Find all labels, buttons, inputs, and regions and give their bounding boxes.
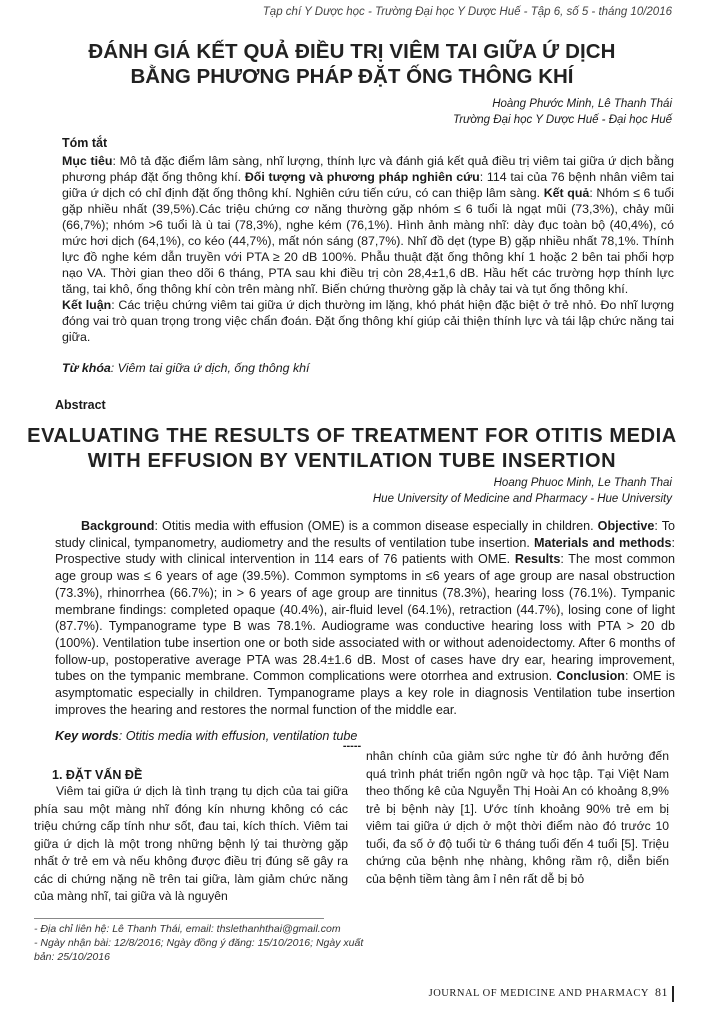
vietnamese-title-line-2: BẰNG PHƯƠNG PHÁP ĐẶT ỐNG THÔNG KHÍ	[130, 65, 574, 88]
section-1-heading: 1. ĐẶT VẤN ĐỀ	[52, 768, 143, 782]
vietnamese-authors: Hoàng Phước Minh, Lê Thanh Thái	[492, 98, 672, 110]
vietnamese-affiliation: Trường Đại học Y Dược Huế - Đại học Huế	[453, 114, 672, 126]
vietnamese-keywords	[62, 360, 309, 376]
english-affiliation: Hue University of Medicine and Pharmacy - Hue University	[372, 493, 672, 505]
en-methods-text: : Prospective study with clinical intervention in 114 ears of 76 patients with OME.	[55, 535, 676, 567]
en-conclusion-text: : OME is asymptomatic especially in children. Tympanograme plays a key role in diagnosis Ventilation tube insertion improves the hearing and restores the normal function of the middle ear.	[55, 669, 675, 717]
vietnamese-title-line-1: ĐÁNH GIÁ KẾT QUẢ ĐIỀU TRỊ VIÊM TAI GIỮA Ứ DỊCH	[88, 40, 616, 63]
keywords-label: Từ khóa	[62, 361, 111, 375]
footer-journal: JOURNAL OF MEDICINE AND PHARMACY	[428, 988, 649, 999]
summary-heading: Tóm tắt	[62, 136, 108, 150]
english-authors: Hoang Phuoc Minh, Le Thanh Thai	[493, 477, 672, 489]
en-conclusion-label: Conclusion	[556, 669, 626, 684]
conclusion-text: : Các triệu chứng viêm tai giữa ứ dịch thường im lặng, khó phát hiện đặc biệt ở trẻ nhỏ. Đo nhĩ lượng đóng vai trò quan trọng trong việc chẩn đoán. Đặt ống thông khí giúp cải thiện thính lực và tái lập chức năng tai giữa.	[62, 298, 674, 344]
en-results-label: Results	[514, 552, 561, 567]
english-abstract	[55, 518, 675, 718]
separator: -----	[342, 740, 362, 752]
en-objective-label: Objective	[597, 519, 655, 533]
journal-header: Tạp chí Y Dược học - Trường Đại học Y Dược Huế - Tập 6, số 5 - tháng 10/2016	[262, 6, 672, 18]
en-results-text: : The most common age group was ≤ 6 years of age (39.5%). Common symptoms in ≤6 years of age group are nasal obstruction (73.3%), rhinorrhea (66.7%); in > 6 years of age group are tinnitus (78.3%), hearing loss (76.1%). Tympanic membrane findings: completed opaque (40.4%), air-fluid level (64.1%), retraction (44.7%), losing cone of light (87.7%). Tympanograme type B was 78.1%. Audiograme was conductive hearing loss with PTA > 20 db (100%). Ventilation tube insertion one or both side associated with or without adenoidectomy. After 6 months of follow-up, postoperative average PTA was 28.4±1.6 dB. Most of cases have dry ear, hearing improvement, tubes on the tympanic membrane. Common complications were otorrhea and extrusion.	[55, 552, 675, 684]
footnote-divider	[34, 918, 324, 919]
conclusion-label: Kết luận	[62, 298, 112, 312]
en-keywords-text: : Otitis media with effusion, ventilation tube	[118, 729, 358, 743]
page-footer	[429, 985, 674, 1002]
objective-text: : Mô tả đặc điểm lâm sàng, nhĩ lượng, thính lực và đánh giá kết quả điều trị viêm tai giữa ứ dịch bằng phương pháp đặt ống thông khí.	[62, 154, 674, 184]
footnote	[34, 922, 374, 964]
page-number: 81	[655, 985, 668, 999]
vietnamese-summary	[62, 153, 674, 345]
methods-text: : 114 tai của 76 bệnh nhân viêm tai giữa ứ dịch có chỉ định đặt ống thông khí. Nghiên cứu tiến cứu, có can thiệp lâm sàng.	[62, 170, 674, 200]
en-methods-label: Materials and methods	[533, 535, 672, 550]
background-text: : Otitis media with effusion (OME) is a common disease especially in children.	[154, 519, 598, 533]
abstract-heading: Abstract	[55, 398, 106, 412]
objective-label: Mục tiêu	[62, 154, 113, 168]
results-label: Kết quả	[543, 186, 590, 200]
section-1-left-column: Viêm tai giữa ứ dịch là tình trạng tụ dịch của tai giữa phía sau một màng nhĩ đóng kín nhưng không có các triệu chứng cấp tính như sốt, đau tai, kích thích. Viêm tai giữa ứ dịch là một trong những bệnh lý tai thường gặp nhất ở trẻ em và nếu không được điều trị đúng sẽ gây ra các di chứng nặng nề trên tai giữa, làm giảm chức năng của màng nhĩ, tai giữa và là nguyên	[34, 784, 348, 903]
methods-label: Đối tượng và phương pháp nghiên cứu	[244, 170, 480, 184]
footer-bar	[672, 986, 674, 1002]
en-keywords-label: Key words	[55, 729, 119, 743]
english-title-line-1: EVALUATING THE RESULTS OF TREATMENT FOR OTITIS MEDIA	[27, 425, 677, 447]
section-1-right-column: nhân chính của giảm sức nghe từ đó ảnh hưởng đến quá trình phát triển ngôn ngữ và học tập. Tại Việt Nam theo thống kê của Nguyễn Thị Hoài An có khoảng 8,9% trẻ bị bệnh này [1]. Ước tính khoảng 90% trẻ em bị viêm tai giữa ứ dịch ở một thời điểm nào đó trước 10 tuổi, đa số ở độ tuổi từ 6 tháng tuổi đến 4 tuổi [5]. Triệu chứng của bệnh nhẹ nhàng, không rầm rộ, diễn biến của bệnh tiềm tàng âm ỉ nên rất dễ bị bỏ	[366, 749, 669, 886]
background-label: Background	[81, 519, 155, 533]
keywords-text: : Viêm tai giữa ứ dịch, ống thông khí	[110, 361, 310, 375]
footnote-dates: - Ngày nhận bài: 12/8/2016; Ngày đồng ý đăng: 15/10/2016; Ngày xuất bản: 25/10/2016	[34, 937, 364, 963]
results-text: : Nhóm ≤ 6 tuổi gặp nhiều nhất (39,5%).Các triệu chứng cơ năng thường gặp nhóm ≤ 6 tuổi là ngạt mũi (73,3%), chảy mũi (66,7%); nhóm >6 tuổi là ù tai (78,3%), nghe kém (76,1%). Hình ảnh màng nhĩ: dày đục toàn bộ (40,4%), có mức hơi dịch (64,1%), co kéo (44,7%), mất nón sáng (87,7%). Nhĩ đồ dẹt (type B) gặp nhiều nhất 78,1%. Thính lực đồ nghe kém dẫn truyền với PTA ≥ 20 dB 100%. Phẫu thuật đặt ống thông khí 1 hoặc 2 bên tai phối hợp nạo VA. Thời gian theo dõi 6 tháng, PTA sau khi điều trị còn 28,4±1,6 dB. Hầu hết các trường hợp thính lực tăng, tai khô, ống thông khí còn trên màng nhĩ. Biến chứng thường gặp là chảy tai và tụt ống thông khí.	[62, 186, 674, 296]
en-objective-text: : To study clinical, tympanometry, audiometry and the results of ventilation tube insertion.	[55, 519, 675, 550]
footnote-contact: - Địa chỉ liên hệ: Lê Thanh Thái, email: thslethanhthai@gmail.com	[34, 923, 341, 935]
english-title-line-2: WITH EFFUSION BY VENTILATION TUBE INSERTION	[87, 450, 617, 472]
